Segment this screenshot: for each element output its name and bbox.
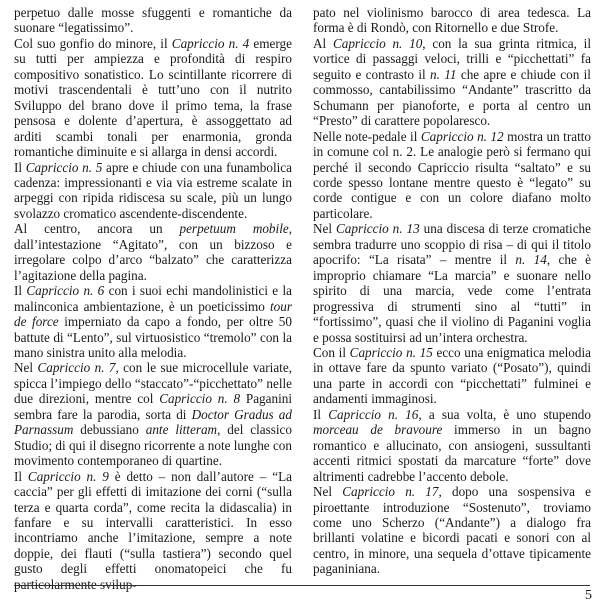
italic-title: morceau de bravoure: [313, 422, 443, 438]
text-column-right: [313, 5, 591, 577]
italic-title: Capriccio n. 8: [159, 391, 241, 407]
italic-title: Capriccio n. 4: [171, 35, 250, 51]
paragraph: Al centro, ancora un perpetuum mobile, dall’intestazione “Agitato”, con un bizzoso e irregolare colpo d’arco “balzato” che caratterizza l’agitazione della pagina.: [14, 221, 293, 283]
paragraph: Nel Capriccio n. 17, dopo una sospensiva e piroettante introduzione “Sostenuto”, troviamo come uno Scherzo (“Andante”) a dialogo fra brillanti volatine e bicordi pacati e sonori con al centro, in minore, una sequela d’ottave tipicamente paganiniana.: [313, 484, 591, 577]
paragraph: Col suo gonfio do minore, il Capriccio n. 4 emerge su tutti per ampiezza e profondità di respiro compositivo sonatistico. Lo scintillante ricorrere di motivi trascendentali è tutt’uno con il nutrito Sviluppo del brano dove il primo tema, la frase pensosa e dolente d’apertura, è assoggettato ad arditi scambi tonali per enarmonia, gronda romantiche diminuite e si allarga in densi accordi.: [14, 35, 292, 160]
paragraph: Il Capriccio n. 16, a sua volta, è uno stupendo morceau de bravoure immerso in un bagno romantico e allucinato, con ansiogeni, sussultanti accenti ritmici spostati da marcature “forte” dove altrimenti cadrebbe l’accento debole.: [313, 406, 591, 484]
paragraph: perpetuo dalle mosse sfuggenti e romantiche da suonare “legatissimo”.: [14, 5, 292, 36]
italic-title: Capriccio n. 5: [25, 159, 103, 175]
italic-title: Capriccio n. 17: [342, 484, 439, 500]
paragraph: Nelle note-pedale il Capriccio n. 12 mostra un tratto in comune col n. 2. Le analogie però si fermano qui perché il secondo Capriccio risulta “saltato” e su corde spesso lontane mentre questo è “legato” su corde contigue e con un colore diafano molto particolare.: [313, 128, 591, 221]
paragraph: Nel Capriccio n. 13 una discesa di terze cromatiche sembra tradurre uno scoppio di risa – di qui il titolo apocrifo: “La risata” – mentre il n. 14, che è improprio chiamare “La marcia” e suonare nello spirito di una marcia, vede come l’entrata progressiva di strumenti sino al “tutti” in “fortissimo”, quasi che il violino di Paganini voglia e possa sostituirsi ad un’intera orchestra.: [313, 221, 592, 345]
italic-title: Capriccio n. 13: [335, 221, 420, 237]
paragraph: Con il Capriccio n. 15 ecco una enigmatica melodia in ottave fare da spunto variato (“Posato”), quindi una parte in accordi con “picchettati” fulminei e andamenti immaginosi.: [313, 344, 592, 407]
italic-title: Capriccio n. 12: [420, 128, 504, 144]
italic-title: tour de force: [14, 298, 292, 330]
italic-title: n. 11: [430, 66, 457, 82]
italic-title: Capriccio n. 9: [27, 468, 109, 484]
italic-title: n. 14: [515, 252, 547, 268]
italic-title: Capriccio n. 16: [328, 406, 419, 422]
paragraph: Al Capriccio n. 10, con la sua grinta ritmica, il vortice di passaggi veloci, trilli e “picchettati” fa seguito e contrasto il n. 11 che apre e chiude con il commosso, cantabilissimo “Andante” trascritto da Schumann per pianoforte, e porta al centro un “Presto” di carattere popolaresco.: [313, 35, 592, 129]
italic-title: Capriccio n. 7: [37, 360, 116, 376]
text-column-left: [14, 5, 292, 592]
italic-title: ante litteram: [145, 422, 218, 438]
footer-rule: [14, 585, 590, 586]
paragraph: Il Capriccio n. 6 con i suoi echi mandolinistici e la malinconica ambientazione, è un poeticissimo tour de force imperniato da capo a fondo, per oltre 50 battute di “Lento”, sul virtuosistico “tremolo” con la mano sinistra unito alla melodia.: [14, 283, 292, 360]
paragraph: Il Capriccio n. 9 è detto – non dall’autore – “La caccia” per gli effetti di imitazione dei corni (“sulla terza e quarta corda”, come recita la didascalia) in fanfare e su intervalli caratteristici. In esso incontriamo anche l’imitazione, sempre a note doppie, dei flauti (“sulla tastiera”) secondo quel gusto degli effetti onomatopeici che fu particolarmente svilup-: [14, 468, 292, 592]
italic-title: Capriccio n. 10: [332, 35, 423, 51]
page-number: 5: [585, 588, 592, 603]
italic-title: Capriccio n. 6: [26, 283, 105, 299]
paragraph: Nel Capriccio n. 7, con le sue microcellule variate, spicca l’impiego dello “staccato”-“picchettato” nelle due direzioni, mentre col Capriccio n. 8 Paganini sembra fare la parodia, sorta di Doctor Gradus ad Parnassum debussiano ante litteram, del classico Studio; di qui il disegno ricorrente a note lunghe con movimento contemporaneo di quartine.: [14, 360, 293, 469]
italic-title: Capriccio n. 15: [349, 344, 433, 360]
paragraph: pato nel violinismo barocco di area tedesca. La forma è di Rondò, con Ritornello e due Strofe.: [313, 5, 591, 36]
paragraph: Il Capriccio n. 5 apre e chiude con una funambolica cadenza: impressionanti e via via estreme scalate in arpeggi con ripida ridiscesa su scale, più un lungo svolazzo cromatico ascendente-discendente.: [14, 159, 292, 221]
italic-title: Doctor Gradus ad Parnassum: [14, 406, 292, 438]
italic-title: perpetuum mobile: [179, 221, 289, 237]
